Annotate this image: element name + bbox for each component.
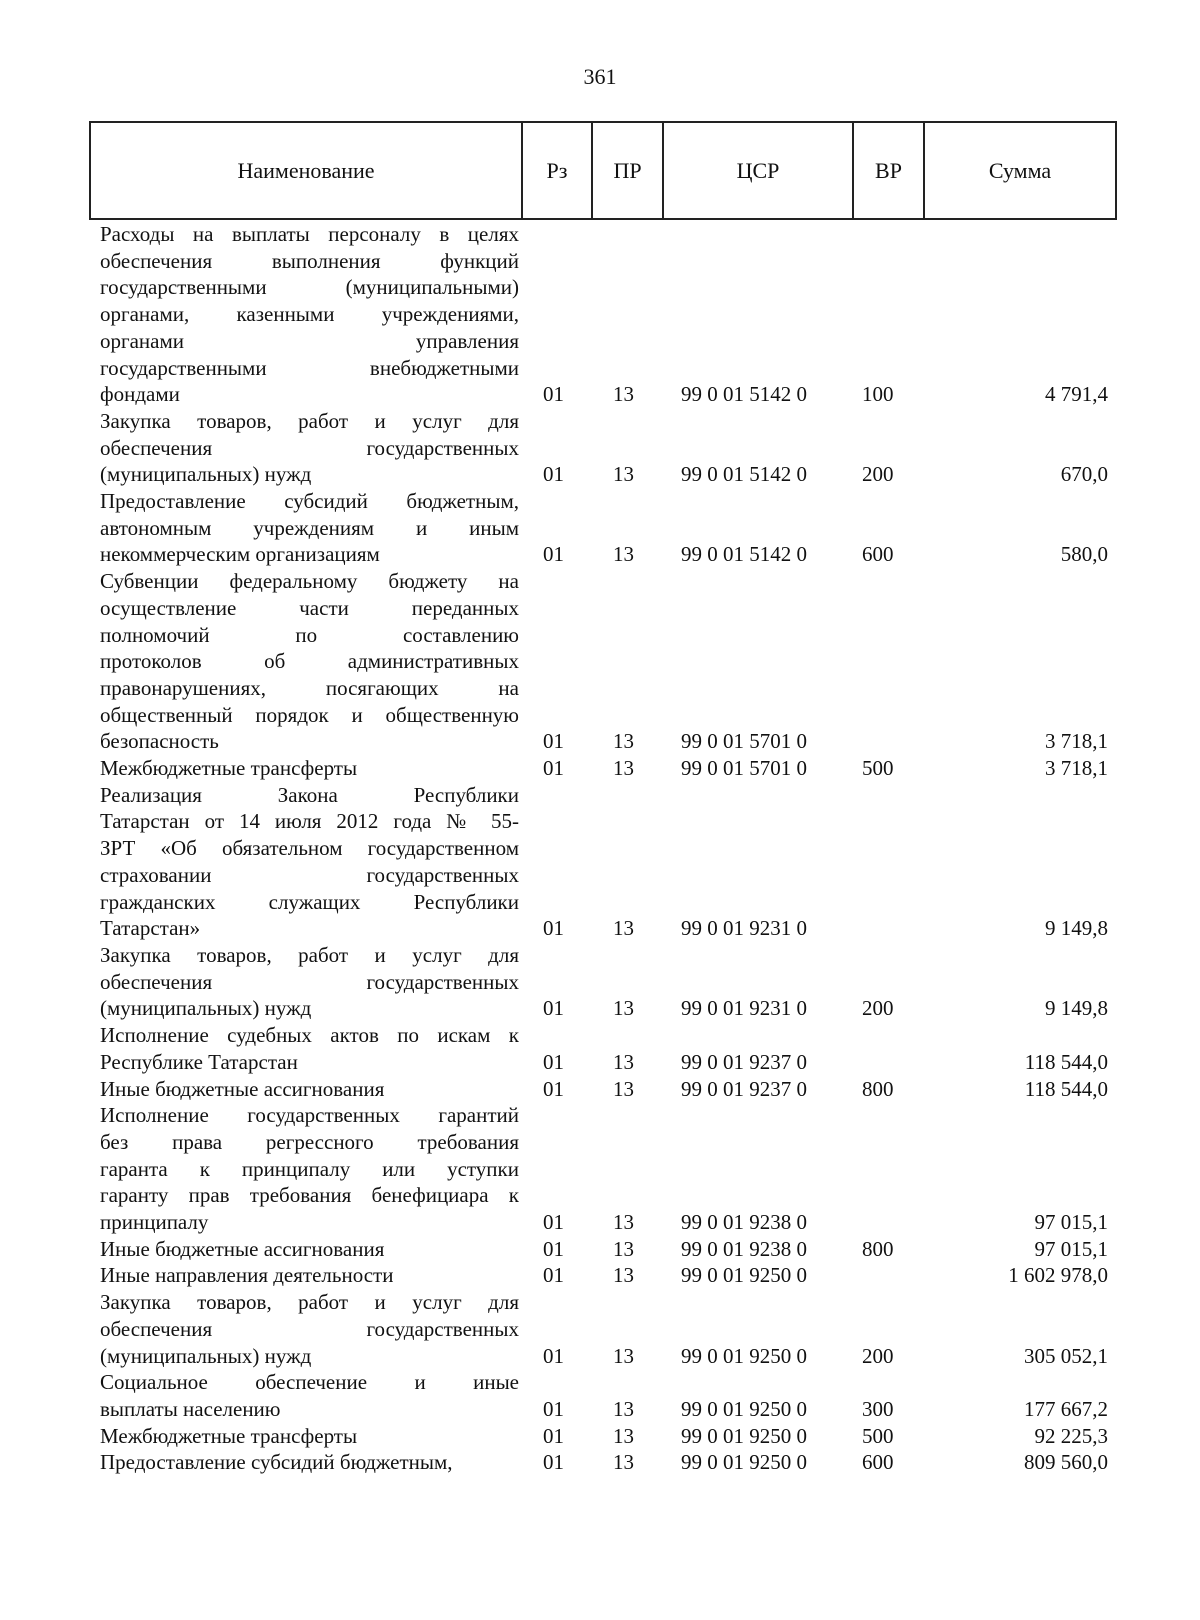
row-name-line: Предоставление субсидий бюджетным, bbox=[100, 1450, 453, 1475]
row-name-line: (муниципальных) нужд bbox=[100, 462, 312, 487]
table-row bbox=[100, 942, 1120, 1022]
row-vr: 500 bbox=[862, 756, 894, 781]
row-name-line: государственными внебюджетными bbox=[100, 355, 519, 380]
row-csr: 99 0 01 9250 0 bbox=[681, 1423, 807, 1448]
table-row bbox=[100, 1289, 1120, 1369]
row-csr: 99 0 01 9231 0 bbox=[681, 916, 807, 941]
row-csr: 99 0 01 9238 0 bbox=[681, 1236, 807, 1261]
row-csr: 99 0 01 9237 0 bbox=[681, 1076, 807, 1101]
row-pr: 13 bbox=[613, 756, 634, 781]
table-row bbox=[100, 782, 1120, 942]
column-header-rz: Рз bbox=[523, 123, 593, 218]
row-vr: 200 bbox=[862, 462, 894, 487]
row-name-line: выплаты населению bbox=[100, 1396, 281, 1421]
row-sum: 670,0 bbox=[1060, 462, 1108, 487]
row-name-line: Межбюджетные трансферты bbox=[100, 1423, 358, 1448]
column-header-csr: ЦСР bbox=[664, 123, 854, 218]
row-name-line: Татарстан» bbox=[100, 916, 201, 941]
row-name-line: государственными (муниципальными) bbox=[100, 275, 519, 300]
row-vr: 800 bbox=[862, 1076, 894, 1101]
row-name bbox=[100, 1262, 519, 1289]
row-rz: 01 bbox=[543, 1343, 564, 1368]
row-rz: 01 bbox=[543, 1423, 564, 1448]
row-pr: 13 bbox=[613, 1423, 634, 1448]
row-name-line: Закупка товаров, работ и услуг для bbox=[100, 408, 519, 433]
row-name-line: Расходы на выплаты персоналу в целях bbox=[100, 222, 519, 246]
row-name-line: автономным учреждениям и иным bbox=[100, 515, 519, 540]
row-name-line: Предоставление субсидий бюджетным, bbox=[100, 489, 519, 514]
table-row bbox=[100, 1262, 1120, 1289]
table-row bbox=[100, 1022, 1120, 1075]
row-name bbox=[100, 221, 519, 408]
row-rz: 01 bbox=[543, 382, 564, 407]
row-name-line: Социальное обеспечение и иные bbox=[100, 1370, 519, 1395]
row-name bbox=[100, 1022, 519, 1075]
row-csr: 99 0 01 9250 0 bbox=[681, 1263, 807, 1288]
row-vr: 500 bbox=[862, 1423, 894, 1448]
row-sum: 92 225,3 bbox=[1034, 1423, 1108, 1448]
row-pr: 13 bbox=[613, 916, 634, 941]
row-name-line: Республике Татарстан bbox=[100, 1049, 298, 1074]
column-header-sum: Сумма bbox=[988, 157, 1052, 183]
row-name-line: гаранту прав требования бенефициара к bbox=[100, 1183, 519, 1208]
row-name-line: обеспечения государственных bbox=[100, 969, 519, 994]
row-name-line: органами управления bbox=[100, 328, 519, 353]
row-vr: 100 bbox=[862, 382, 894, 407]
row-rz: 01 bbox=[543, 1236, 564, 1261]
page-number: 361 bbox=[583, 64, 617, 89]
row-name-line: без права регрессного требования bbox=[100, 1129, 519, 1154]
row-sum: 177 667,2 bbox=[1024, 1396, 1108, 1421]
row-name bbox=[100, 1076, 519, 1103]
row-csr: 99 0 01 9231 0 bbox=[681, 996, 807, 1021]
row-csr: 99 0 01 9238 0 bbox=[681, 1210, 807, 1235]
row-name-line: протоколов об административных bbox=[100, 649, 519, 674]
row-pr: 13 bbox=[613, 1396, 634, 1421]
row-name bbox=[100, 1449, 519, 1476]
row-name-line: Межбюджетные трансферты bbox=[100, 756, 358, 781]
row-name-line: правонарушениях, посягающих на bbox=[100, 675, 519, 700]
row-pr: 13 bbox=[613, 1263, 634, 1288]
row-sum: 809 560,0 bbox=[1024, 1450, 1108, 1475]
column-header-name: Наименование bbox=[91, 123, 523, 218]
row-sum: 9 149,8 bbox=[1045, 996, 1108, 1021]
row-pr: 13 bbox=[613, 1343, 634, 1368]
row-sum: 9 149,8 bbox=[1045, 916, 1108, 941]
row-name-line: (муниципальных) нужд bbox=[100, 996, 312, 1021]
column-header-vr: ВР bbox=[854, 123, 925, 218]
row-name-line: обеспечения государственных bbox=[100, 1316, 519, 1341]
row-sum: 97 015,1 bbox=[1034, 1210, 1108, 1235]
row-name bbox=[100, 782, 519, 942]
row-name-line: полномочий по составлению bbox=[100, 622, 519, 647]
row-pr: 13 bbox=[613, 729, 634, 754]
row-rz: 01 bbox=[543, 542, 564, 567]
row-csr: 99 0 01 9250 0 bbox=[681, 1343, 807, 1368]
row-name-line: Иные направления деятельности bbox=[100, 1263, 394, 1288]
row-vr: 300 bbox=[862, 1396, 894, 1421]
row-sum: 305 052,1 bbox=[1024, 1343, 1108, 1368]
row-name-line: гаранта к принципалу или уступки bbox=[100, 1156, 519, 1181]
row-name bbox=[100, 1369, 519, 1422]
row-pr: 13 bbox=[613, 996, 634, 1021]
row-name-line: органами, казенными учреждениями, bbox=[100, 302, 519, 327]
row-rz: 01 bbox=[543, 1049, 564, 1074]
row-name-line: безопасность bbox=[100, 729, 219, 754]
table-row bbox=[100, 408, 1120, 488]
row-name-line: Реализация Закона Республики bbox=[100, 782, 519, 807]
row-rz: 01 bbox=[543, 1396, 564, 1421]
row-csr: 99 0 01 9250 0 bbox=[681, 1450, 807, 1475]
row-sum: 97 015,1 bbox=[1034, 1236, 1108, 1261]
row-sum: 118 544,0 bbox=[1024, 1049, 1108, 1074]
row-name-line: гражданских служащих Республики bbox=[100, 889, 519, 914]
row-name-line: фондами bbox=[100, 382, 180, 407]
row-sum: 3 718,1 bbox=[1045, 756, 1108, 781]
table-row bbox=[100, 221, 1120, 408]
table-header bbox=[89, 121, 1117, 220]
row-name bbox=[100, 942, 519, 1022]
row-csr: 99 0 01 5701 0 bbox=[681, 729, 807, 754]
row-pr: 13 bbox=[613, 1049, 634, 1074]
row-name-line: Закупка товаров, работ и услуг для bbox=[100, 1290, 519, 1315]
row-csr: 99 0 01 9237 0 bbox=[681, 1049, 807, 1074]
row-name-line: обеспечения государственных bbox=[100, 435, 519, 460]
table-row bbox=[100, 1076, 1120, 1103]
row-name bbox=[100, 488, 519, 568]
row-rz: 01 bbox=[543, 916, 564, 941]
row-rz: 01 bbox=[543, 996, 564, 1021]
row-name-line: принципалу bbox=[100, 1210, 209, 1235]
row-name-line: общественный порядок и общественную bbox=[100, 702, 519, 727]
row-name bbox=[100, 755, 519, 782]
row-vr: 200 bbox=[862, 996, 894, 1021]
row-name-line: Татарстан от 14 июля 2012 года № 55- bbox=[100, 809, 519, 834]
row-name-line: Иные бюджетные ассигнования bbox=[100, 1236, 385, 1261]
row-vr: 200 bbox=[862, 1343, 894, 1368]
row-pr: 13 bbox=[613, 462, 634, 487]
row-name-line: ЗРТ «Об обязательном государственном bbox=[100, 836, 519, 861]
row-csr: 99 0 01 5142 0 bbox=[681, 382, 807, 407]
row-name bbox=[100, 1102, 519, 1236]
table-row bbox=[100, 1236, 1120, 1263]
row-rz: 01 bbox=[543, 756, 564, 781]
row-rz: 01 bbox=[543, 729, 564, 754]
row-name-line: некоммерческим организациям bbox=[100, 542, 380, 567]
row-pr: 13 bbox=[613, 1210, 634, 1235]
row-sum: 1 602 978,0 bbox=[1008, 1263, 1108, 1288]
row-csr: 99 0 01 5142 0 bbox=[681, 462, 807, 487]
table-row bbox=[100, 755, 1120, 782]
table-row bbox=[100, 568, 1120, 755]
row-pr: 13 bbox=[613, 1236, 634, 1261]
row-rz: 01 bbox=[543, 1076, 564, 1101]
row-pr: 13 bbox=[613, 542, 634, 567]
row-sum: 118 544,0 bbox=[1024, 1076, 1108, 1101]
row-vr: 800 bbox=[862, 1236, 894, 1261]
column-header-pr: ПР bbox=[593, 123, 664, 218]
row-sum: 580,0 bbox=[1060, 542, 1108, 567]
row-name-line: обеспечения выполнения функций bbox=[100, 248, 519, 273]
table-row bbox=[100, 488, 1120, 568]
row-name-line: страховании государственных bbox=[100, 862, 519, 887]
table-row bbox=[100, 1449, 1120, 1476]
row-name-line: Закупка товаров, работ и услуг для bbox=[100, 942, 519, 967]
row-name-line: Исполнение судебных актов по искам к bbox=[100, 1023, 519, 1048]
row-csr: 99 0 01 5701 0 bbox=[681, 756, 807, 781]
row-csr: 99 0 01 9250 0 bbox=[681, 1396, 807, 1421]
row-pr: 13 bbox=[613, 1076, 634, 1101]
row-pr: 13 bbox=[613, 1450, 634, 1475]
row-name bbox=[100, 1289, 519, 1369]
table-body bbox=[100, 221, 1120, 1476]
row-csr: 99 0 01 5142 0 bbox=[681, 542, 807, 567]
row-rz: 01 bbox=[543, 1263, 564, 1288]
row-name bbox=[100, 408, 519, 488]
row-name bbox=[100, 1423, 519, 1450]
row-pr: 13 bbox=[613, 382, 634, 407]
row-vr: 600 bbox=[862, 542, 894, 567]
row-name-line: Иные бюджетные ассигнования bbox=[100, 1076, 385, 1101]
row-rz: 01 bbox=[543, 1450, 564, 1475]
row-sum: 4 791,4 bbox=[1045, 382, 1108, 407]
row-vr: 600 bbox=[862, 1450, 894, 1475]
row-sum: 3 718,1 bbox=[1045, 729, 1108, 754]
row-name-line: Субвенции федеральному бюджету на bbox=[100, 569, 519, 594]
row-rz: 01 bbox=[543, 462, 564, 487]
table-row bbox=[100, 1102, 1120, 1236]
row-name bbox=[100, 1236, 519, 1263]
row-name-line: Исполнение государственных гарантий bbox=[100, 1103, 519, 1128]
row-name bbox=[100, 568, 519, 755]
row-name-line: осуществление части переданных bbox=[100, 595, 519, 620]
table-row bbox=[100, 1423, 1120, 1450]
row-rz: 01 bbox=[543, 1210, 564, 1235]
row-name-line: (муниципальных) нужд bbox=[100, 1343, 312, 1368]
table-row bbox=[100, 1369, 1120, 1422]
